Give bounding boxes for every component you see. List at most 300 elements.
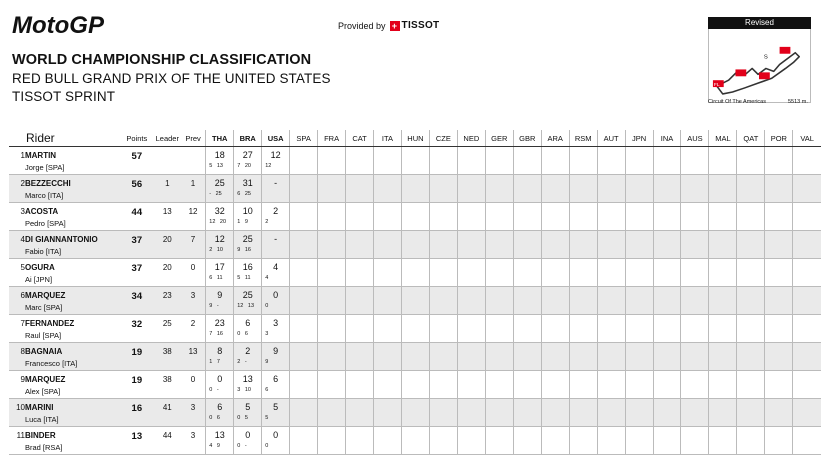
race-result-cell-empty [681,259,709,287]
race-result-cell-empty [625,287,653,315]
race-result-cell-empty [374,287,402,315]
race-result-cell-empty [401,343,429,371]
race-result-cell-empty [765,287,793,315]
points-value: 13 [131,431,143,442]
position-cell [9,259,25,287]
race-result-cell-empty [457,287,485,315]
points-value: 56 [131,179,143,190]
position: 8 [20,347,25,356]
race-result-cell-empty [457,203,485,231]
race-result-cell-empty [625,315,653,343]
race-result-cell-empty [793,287,821,315]
prev-gap-value: 0 [190,375,196,384]
race-result-cell-empty [485,203,513,231]
race-result-cell [262,175,290,203]
race-result-cell-empty [541,175,569,203]
race-total: 17 [214,262,225,272]
rider-cell [25,427,120,455]
race-total: 25 [242,234,253,244]
race-result-cell-empty [290,287,318,315]
race-result-cell [206,259,234,287]
prev-gap-value: 1 [190,179,196,188]
points-cell [120,175,154,203]
race-result-cell [206,371,234,399]
header-points: Points [120,130,154,147]
race-breakdown: 0 5 [237,415,248,421]
race-result-cell-empty [737,371,765,399]
sponsor-credit [338,20,439,31]
circuit-map [708,29,811,103]
race-result-cell-empty [346,147,374,175]
race-result-cell-empty [374,147,402,175]
race-result-cell-empty [457,231,485,259]
race-result-cell-empty [569,399,597,427]
race-result-cell-empty [765,231,793,259]
race-result-cell-empty [569,371,597,399]
race-result-cell [206,175,234,203]
race-result-cell [206,287,234,315]
rider-cell [25,343,120,371]
position-cell [9,399,25,427]
race-result-cell-empty [429,343,457,371]
race-result-cell-empty [737,147,765,175]
rider-cell [25,371,120,399]
race-breakdown: 12 13 [237,303,254,309]
points-value: 19 [131,375,143,386]
race-result-cell-empty [374,203,402,231]
race-result-cell [234,287,262,315]
race-result-cell-empty [793,175,821,203]
leader-gap-value [154,147,181,151]
prev-gap-cell [181,259,206,287]
table-row [9,315,821,343]
header-race-ara: ARA [541,130,569,147]
race-result-cell [234,259,262,287]
race-total: 13 [214,430,225,440]
race-result-cell [262,147,290,175]
race-breakdown: 6 [265,387,269,393]
race-result-cell-empty [709,287,737,315]
rider-last-name: MARINI [24,403,54,412]
race-result-cell-empty [513,427,541,455]
race-result-cell-empty [597,343,625,371]
prev-gap-value: 0 [190,263,196,272]
race-total: 25 [242,290,253,300]
race-result-cell-empty [318,231,346,259]
race-result-cell-empty [625,175,653,203]
race-result-cell-empty [318,175,346,203]
race-result-cell-empty [429,175,457,203]
race-result-cell-empty [569,147,597,175]
rider-cell [25,203,120,231]
race-result-cell-empty [541,315,569,343]
rider-last-name: MARTIN [24,151,57,160]
race-total: 5 [273,402,279,412]
points-cell [120,147,154,175]
points-cell [120,203,154,231]
race-total: 4 [273,262,279,272]
race-result-cell-empty [709,259,737,287]
race-result-cell-empty [625,399,653,427]
position-cell [9,427,25,455]
leader-gap-value: 38 [162,347,172,356]
tissot-logo [390,20,440,31]
race-result-cell-empty [597,259,625,287]
race-result-cell-empty [457,427,485,455]
race-result-cell-empty [429,287,457,315]
race-result-cell-empty [597,399,625,427]
rider-cell [25,259,120,287]
race-result-cell-empty [290,147,318,175]
race-result-cell-empty [737,399,765,427]
race-result-cell-empty [318,399,346,427]
table-row [9,287,821,315]
race-result-cell-empty [485,427,513,455]
race-result-cell-empty [569,427,597,455]
race-total: 10 [242,206,253,216]
race-result-cell-empty [346,287,374,315]
race-result-cell-empty [290,371,318,399]
race-breakdown: 1 7 [209,359,220,365]
race-breakdown: 0 6 [237,331,248,337]
race-result-cell-empty [793,399,821,427]
race-result-cell-empty [290,315,318,343]
track-outline [717,53,799,94]
rider-last-name: MARQUEZ [24,375,66,384]
race-breakdown [262,188,289,191]
rider-last-name: DI GIANNANTONIO [24,235,98,244]
points-cell [120,287,154,315]
header-leader: Leader [154,130,181,147]
table-row [9,147,821,175]
race-result-cell-empty [457,371,485,399]
race-result-cell-empty [765,315,793,343]
rider-last-name: BEZZECCHI [24,179,71,188]
race-result-cell-empty [653,315,681,343]
race-result-cell [262,399,290,427]
race-result-cell-empty [457,147,485,175]
map-marker [735,69,746,76]
race-result-cell [234,399,262,427]
table-row [9,175,821,203]
classification-table [9,130,821,455]
race-total: - [274,178,278,188]
race-breakdown: 9 - [209,303,219,309]
rider-last-name: ACOSTA [24,207,59,216]
header-race-ita: ITA [374,130,402,147]
race-result-cell-empty [709,147,737,175]
rider-cell [25,399,120,427]
rider-cell [25,287,120,315]
position: 1 [20,151,25,160]
leader-gap-value: 41 [162,403,172,412]
race-result-cell-empty [401,287,429,315]
position: 4 [20,235,25,244]
race-result-cell-empty [374,399,402,427]
race-result-cell [206,427,234,455]
points-value: 16 [131,403,143,414]
circuit-panel [708,17,811,103]
race-result-cell-empty [709,399,737,427]
race-result-cell-empty [485,231,513,259]
position-cell [9,231,25,259]
prev-gap-value [181,147,205,151]
race-result-cell-empty [653,231,681,259]
race-result-cell-empty [765,399,793,427]
race-result-cell-empty [653,371,681,399]
header-race-fra: FRA [318,130,346,147]
points-cell [120,371,154,399]
leader-gap-cell [154,315,181,343]
header-race-val: VAL [793,130,821,147]
revised-badge: Revised [708,17,811,29]
race-result-cell-empty [625,203,653,231]
race-total: 2 [245,346,251,356]
race-total: 25 [214,178,225,188]
points-cell [120,399,154,427]
table-row [9,399,821,427]
race-result-cell-empty [709,315,737,343]
position: 6 [20,291,25,300]
race-result-cell-empty [318,147,346,175]
race-result-cell-empty [290,399,318,427]
table-row [9,343,821,371]
prev-gap-cell [181,287,206,315]
race-result-cell-empty [681,203,709,231]
race-total: 27 [242,150,253,160]
leader-gap-cell [154,231,181,259]
race-result-cell-empty [541,371,569,399]
race-result-cell-empty [597,175,625,203]
race-result-cell-empty [653,399,681,427]
race-result-cell-empty [709,175,737,203]
table-row [9,203,821,231]
leader-gap-cell [154,287,181,315]
map-marker [780,47,791,54]
points-value: 32 [131,319,143,330]
race-breakdown: 12 [265,163,272,169]
page-title: WORLD CHAMPIONSHIP CLASSIFICATION [12,52,312,68]
race-result-cell-empty [653,203,681,231]
points-value: 19 [131,347,143,358]
header-race-mal: MAL [709,130,737,147]
rider-first-name: Francesco [ITA] [24,359,78,368]
race-breakdown: 1 9 [237,219,248,225]
race-result-cell-empty [597,287,625,315]
race-total: 9 [273,346,279,356]
rider-first-name: Alex [SPA] [24,387,61,396]
race-breakdown: 5 13 [209,163,223,169]
race-result-cell [206,203,234,231]
race-result-cell-empty [457,315,485,343]
race-result-cell-empty [681,399,709,427]
race-result-cell-empty [485,315,513,343]
map-label-s: S [763,54,768,61]
rider-first-name: Luca [ITA] [24,415,59,424]
race-result-cell-empty [625,231,653,259]
race-result-cell-empty [569,287,597,315]
race-result-cell-empty [625,343,653,371]
race-result-cell-empty [485,175,513,203]
race-result-cell-empty [290,203,318,231]
leader-gap-cell [154,371,181,399]
race-result-cell-empty [597,231,625,259]
race-breakdown: 9 16 [237,247,251,253]
race-result-cell-empty [569,343,597,371]
rider-last-name: FERNANDEZ [24,319,75,328]
race-result-cell [234,343,262,371]
points-value: 44 [131,207,143,218]
race-result-cell-empty [457,343,485,371]
race-result-cell-empty [681,175,709,203]
race-result-cell-empty [318,427,346,455]
race-result-cell-empty [485,399,513,427]
race-result-cell-empty [346,259,374,287]
race-total: 6 [273,374,279,384]
header-race-por: POR [765,130,793,147]
race-result-cell-empty [429,259,457,287]
prev-gap-value: 3 [190,431,196,440]
race-result-cell-empty [346,315,374,343]
race-result-cell-empty [290,175,318,203]
header-race-rsm: RSM [569,130,597,147]
race-breakdown: 9 [265,359,269,365]
race-result-cell [262,203,290,231]
rider-cell [25,315,120,343]
position-cell [9,371,25,399]
race-result-cell-empty [513,259,541,287]
race-result-cell-empty [346,175,374,203]
race-result-cell-empty [765,343,793,371]
race-breakdown: 4 [265,275,269,281]
race-result-cell-empty [793,371,821,399]
race-total: 0 [245,430,251,440]
leader-gap-value: 20 [162,263,172,272]
race-result-cell-empty [653,147,681,175]
rider-first-name: Fabio [ITA] [24,247,62,256]
race-result-cell-empty [513,371,541,399]
race-result-cell-empty [346,371,374,399]
points-value: 57 [131,151,143,162]
header-race-cze: CZE [429,130,457,147]
race-result-cell-empty [485,259,513,287]
prev-gap-value: 3 [190,291,196,300]
race-result-cell-empty [401,259,429,287]
header-race-usa: USA [262,130,290,147]
race-result-cell-empty [401,427,429,455]
rider-last-name: OGURA [24,263,55,272]
rider-first-name: Pedro [SPA] [24,219,66,228]
race-result-cell-empty [709,343,737,371]
race-result-cell [262,371,290,399]
header-race-spa: SPA [290,130,318,147]
points-cell [120,259,154,287]
prev-gap-cell [181,427,206,455]
race-result-cell-empty [737,259,765,287]
motogp-logo [12,12,152,38]
header-race-qat: QAT [737,130,765,147]
race-breakdown: 5 [265,415,269,421]
race-result-cell-empty [597,371,625,399]
rider-first-name: Ai [JPN] [24,275,53,284]
race-total: 8 [217,346,223,356]
race-breakdown: 0 [265,303,269,309]
prev-gap-value: 3 [190,403,196,412]
race-breakdown: 4 9 [209,443,220,449]
race-result-cell-empty [429,203,457,231]
leader-gap-value: 13 [162,207,172,216]
race-result-cell-empty [374,343,402,371]
race-result-cell-empty [793,231,821,259]
position-cell [9,175,25,203]
table-row [9,371,821,399]
race-result-cell-empty [569,175,597,203]
rider-last-name: BINDER [24,431,56,440]
race-result-cell-empty [429,147,457,175]
prev-gap-cell [181,399,206,427]
race-result-cell [262,427,290,455]
race-result-cell [262,315,290,343]
race-result-cell-empty [765,259,793,287]
table-header-row [9,130,821,147]
race-result-cell-empty [737,175,765,203]
points-cell [120,427,154,455]
prev-gap-value: 12 [188,207,198,216]
table-row [9,427,821,455]
race-total: 31 [242,178,253,188]
race-result-cell-empty [318,259,346,287]
race-result-cell-empty [737,231,765,259]
race-result-cell-empty [569,259,597,287]
race-result-cell-empty [374,371,402,399]
race-total: 16 [242,262,253,272]
race-result-cell-empty [485,343,513,371]
map-marker [759,72,770,79]
leader-gap-value: 20 [162,235,172,244]
race-breakdown: 0 - [237,443,247,449]
tissot-logo-text: TISSOT [401,20,440,31]
header-race-ger: GER [485,130,513,147]
race-breakdown: 0 - [209,387,219,393]
event-name: RED BULL GRAND PRIX OF THE UNITED STATES [12,71,331,86]
table-row [9,259,821,287]
race-breakdown: 7 20 [237,163,251,169]
prev-gap-value: 13 [188,347,198,356]
position: 11 [16,431,25,440]
position: 7 [20,319,25,328]
race-result-cell-empty [429,231,457,259]
race-result-cell-empty [457,259,485,287]
race-result-cell [234,175,262,203]
race-total: 32 [214,206,225,216]
table-row [9,231,821,259]
race-result-cell-empty [513,175,541,203]
leader-gap-cell [154,175,181,203]
race-result-cell-empty [318,371,346,399]
race-result-cell-empty [793,259,821,287]
prev-gap-cell [181,147,206,175]
race-result-cell-empty [793,343,821,371]
race-result-cell [206,315,234,343]
header-race-aus: AUS [681,130,709,147]
race-result-cell-empty [709,371,737,399]
rider-first-name: Marc [SPA] [24,303,63,312]
race-breakdown: 2 - [237,359,247,365]
points-cell [120,231,154,259]
race-result-cell [262,287,290,315]
race-result-cell-empty [513,343,541,371]
position: 3 [20,207,25,216]
